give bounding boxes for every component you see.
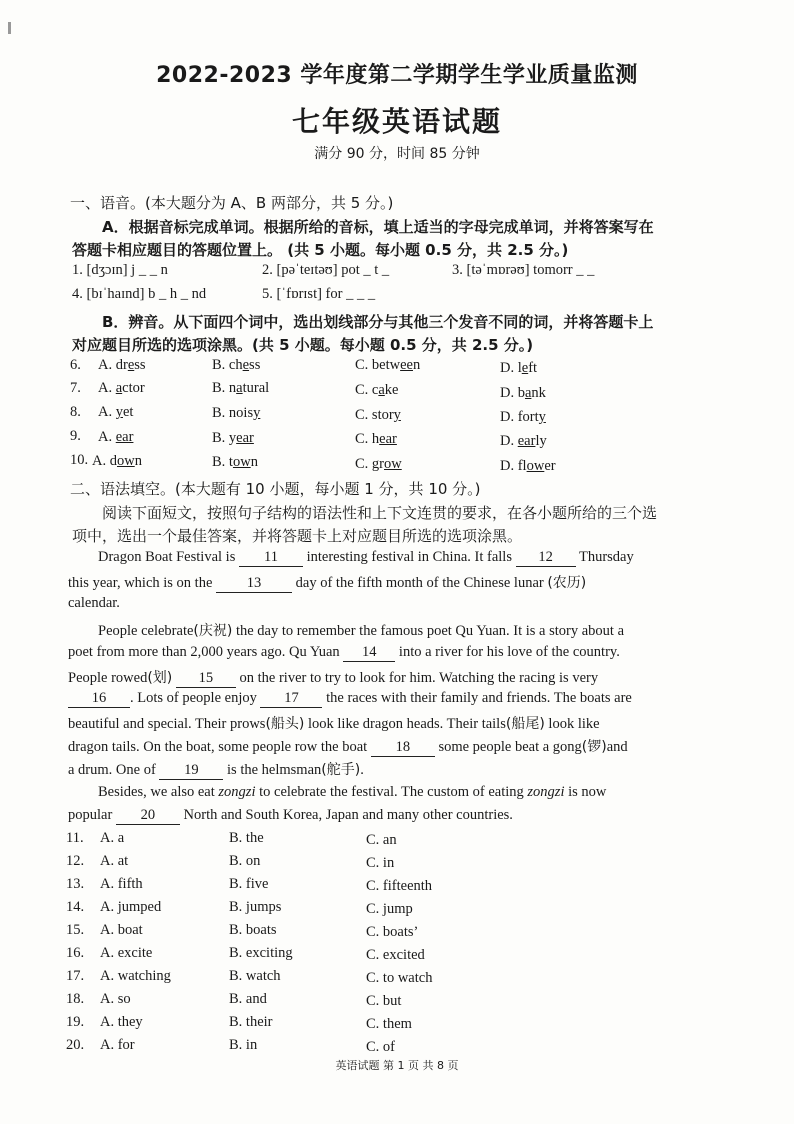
option-a: A. watching — [100, 968, 171, 984]
blank-15: 15 — [176, 670, 236, 688]
blank-13: 13 — [216, 575, 292, 593]
option-c: C. an — [366, 832, 397, 848]
question-number: 19. — [66, 1014, 85, 1030]
option-c: C. to watch — [366, 970, 433, 986]
option-a: A. so — [100, 991, 131, 1007]
option-b: B. in — [229, 1037, 258, 1053]
option-c: C. boats’ — [366, 924, 419, 940]
option-a: A. they — [100, 1014, 143, 1030]
blank-17: 17 — [260, 690, 322, 708]
option-a: A. jumped — [100, 899, 162, 915]
option-c: C. grow — [355, 456, 402, 472]
option-b: B. five — [229, 876, 269, 892]
question-number: 18. — [66, 991, 85, 1007]
option-b: B. on — [229, 853, 261, 869]
option-b: B. year — [212, 430, 254, 446]
phonetic-item-1: 1. [dʒɔɪn] j _ _ n — [72, 262, 168, 278]
section1-heading: 一、语音。(本大题分为 A、B 两部分，共 5 分。) — [70, 194, 394, 212]
passage-line: Dragon Boat Festival is 11 interesting festival in China. It falls 12 Thursday — [98, 549, 634, 565]
section1-partB-line1: B．辨音。从下面四个词中，选出划线部分与其他三个发音不同的词，并将答题卡上 — [102, 313, 654, 331]
question-number: 12. — [66, 853, 85, 869]
option-d: D. bank — [500, 385, 546, 401]
option-a: A. fifth — [100, 876, 143, 892]
question-number: 6. — [70, 357, 81, 373]
blank-18: 18 — [371, 739, 435, 757]
option-b: B. the — [229, 830, 264, 846]
passage-line: 16 . Lots of people enjoy 17 the races with their family and friends. The boats are — [68, 690, 632, 708]
passage-line: Besides, we also eat zongzi to celebrate the festival. The custom of eating zongzi is now — [98, 784, 607, 800]
phonetic-item-2: 2. [pəˈteɪtəʊ] pot _ t _ — [262, 262, 390, 278]
option-d: D. left — [500, 360, 538, 376]
option-b: B. their — [229, 1014, 273, 1030]
option-c: C. between — [355, 357, 421, 373]
section2-heading: 二、语法填空。(本大题有 10 小题，每小题 1 分，共 10 分。) — [70, 480, 481, 498]
option-b: B. noisy — [212, 405, 261, 421]
option-c: C. story — [355, 407, 401, 423]
option-a: A. yet — [98, 404, 134, 420]
blank-11: 11 — [239, 549, 303, 567]
exam-title: 2022-2023 学年度第二学期学生学业质量监测 — [156, 63, 638, 88]
section2-intro-line1: 阅读下面短文，按照句子结构的语法性和上下文连贯的要求，在各小题所给的三个选 — [102, 504, 658, 522]
option-c: C. hear — [355, 431, 397, 447]
option-d: D. flower — [500, 458, 556, 474]
blank-19: 19 — [159, 762, 223, 780]
exam-subject: 七年级英语试题 — [291, 105, 502, 138]
option-b: B. and — [229, 991, 267, 1007]
question-number: 15. — [66, 922, 85, 938]
option-b: B. exciting — [229, 945, 293, 961]
scan-mark — [8, 22, 11, 34]
option-c: C. fifteenth — [366, 878, 433, 894]
option-a: A. dress — [98, 357, 146, 373]
exam-meta: 满分 90 分，时间 85 分钟 — [314, 146, 480, 162]
option-c: C. but — [366, 993, 402, 1009]
question-number: 11. — [66, 830, 84, 846]
phonetic-item-3: 3. [təˈmɒrəʊ] tomorr _ _ — [452, 262, 595, 278]
option-c: C. them — [366, 1016, 412, 1032]
option-c: C. of — [366, 1039, 395, 1055]
question-number: 7. — [70, 380, 81, 396]
passage-line: poet from more than 2,000 years ago. Qu Yuan 14 into a river for his love of the country. — [68, 644, 620, 660]
section1-partB-line2: 对应题目所选的选项涂黑。(共 5 小题。每小题 0.5 分，共 2.5 分。) — [72, 336, 534, 354]
passage-line: dragon tails. On the boat, some people row the boat 18 some people beat a gong(锣)and — [68, 739, 628, 755]
option-c: C. excited — [366, 947, 425, 963]
blank-14: 14 — [343, 644, 395, 662]
option-a: A. actor — [98, 380, 145, 396]
passage-line: People celebrate(庆祝) the day to remember the famous poet Qu Yuan. It is a story about a — [98, 623, 625, 639]
passage-line: People rowed(划) 15 on the river to try to look for him. Watching the racing is very — [68, 670, 599, 686]
page-footer: 英语试题 第 1 页 共 8 页 — [335, 1059, 459, 1072]
option-c: C. jump — [366, 901, 413, 917]
question-number: 17. — [66, 968, 85, 984]
option-a: A. excite — [100, 945, 153, 961]
option-b: B. chess — [212, 357, 261, 373]
option-b: B. town — [212, 454, 258, 470]
section1-partA-line2: 答题卡相应题目的答题位置上。 (共 5 小题。每小题 0.5 分，共 2.5 分。) — [72, 241, 569, 259]
blank-20: 20 — [116, 807, 180, 825]
passage-line: this year, which is on the 13 day of the fifth month of the Chinese lunar (农历) — [68, 575, 587, 591]
question-number: 20. — [66, 1037, 85, 1053]
option-b: B. natural — [212, 380, 270, 396]
option-d: D. forty — [500, 409, 546, 425]
option-b: B. watch — [229, 968, 281, 984]
passage-line: a drum. One of 19 is the helmsman(舵手). — [68, 762, 364, 778]
option-b: B. boats — [229, 922, 277, 938]
option-a: A. boat — [100, 922, 143, 938]
question-number: 13. — [66, 876, 85, 892]
phonetic-item-5: 5. [ˈfɒrɪst] for _ _ _ — [262, 286, 376, 302]
blank-16: 16 — [68, 690, 130, 708]
phonetic-item-4: 4. [bɪˈhaɪnd] b _ h _ nd — [72, 286, 207, 302]
option-d: D. early — [500, 433, 547, 449]
question-number: 9. — [70, 428, 81, 444]
option-a: A. at — [100, 853, 129, 869]
passage-line: beautiful and special. Their prows(船头) look like dragon heads. Their tails(船尾) look like — [68, 716, 600, 732]
option-c: C. cake — [355, 382, 399, 398]
section2-intro-line2: 项中，选出一个最佳答案，并将答题卡上对应题目所选的选项涂黑。 — [72, 527, 523, 545]
option-a: A. down — [92, 453, 142, 469]
question-number: 16. — [66, 945, 85, 961]
option-a: A. ear — [98, 429, 134, 445]
option-a: A. for — [100, 1037, 135, 1053]
option-c: C. in — [366, 855, 395, 871]
question-number: 10. — [70, 452, 89, 468]
option-a: A. a — [100, 830, 125, 846]
option-b: B. jumps — [229, 899, 282, 915]
passage-line: popular 20 North and South Korea, Japan and many other countries. — [68, 807, 513, 823]
question-number: 8. — [70, 404, 81, 420]
section1-partA-line1: A．根据音标完成单词。根据所给的音标，填上适当的字母完成单词，并将答案写在 — [102, 218, 654, 236]
question-number: 14. — [66, 899, 85, 915]
passage-line: calendar. — [68, 595, 120, 611]
blank-12: 12 — [516, 549, 576, 567]
